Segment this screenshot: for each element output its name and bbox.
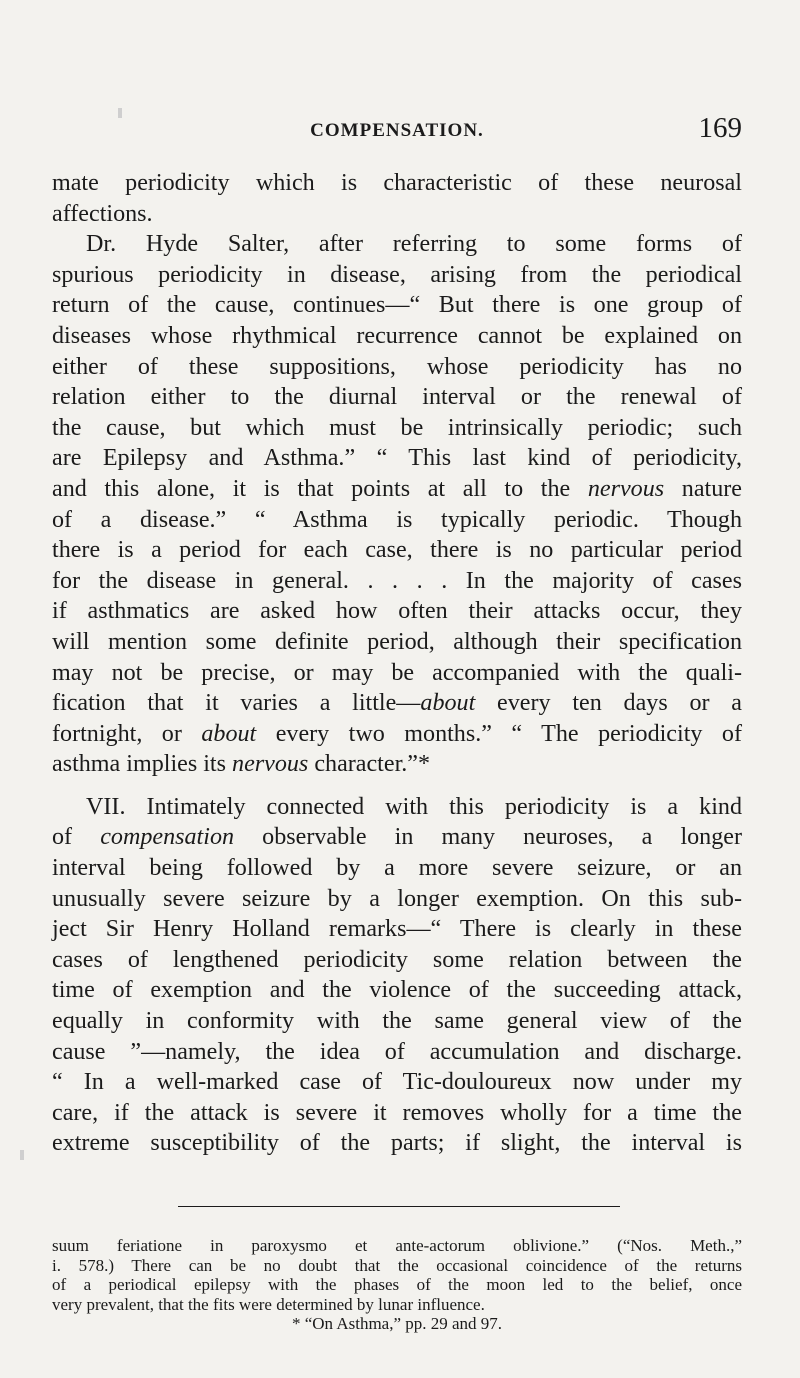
- text-line: if asthmatics are asked how often their attacks occur, they: [52, 598, 742, 625]
- text-line: Dr. Hyde Salter, after referring to some forms of: [86, 231, 742, 258]
- footnote-asterisk-note: * “On Asthma,” pp. 29 and 97.: [291, 1314, 503, 1333]
- text-line: return of the cause, continues—“ But there is one group of: [52, 292, 742, 319]
- text-line: will mention some definite period, although their specification: [52, 628, 742, 655]
- text-line: VII. Intimately connected with this periodicity is a kind: [86, 793, 742, 820]
- text-line: of compensation observable in many neuroses, a longer: [52, 824, 742, 851]
- text-line: care, if the attack is severe it removes wholly for a time the: [52, 1099, 742, 1126]
- text-line: the cause, but which must be intrinsically periodic; such: [52, 414, 742, 441]
- running-head: COMPENSATION.: [310, 120, 484, 141]
- body-text: [52, 168, 742, 1159]
- text-line: interval being followed by a more severe seizure, or an: [52, 855, 742, 882]
- text-line: either of these suppositions, whose periodicity has no: [52, 353, 742, 380]
- text-line: there is a period for each case, there is no particular period: [52, 537, 742, 564]
- text-line: diseases whose rhythmical recurrence cannot be explained on: [52, 322, 742, 349]
- text-line: relation either to the diurnal interval or the renewal of: [52, 384, 742, 411]
- text-line: mate periodicity which is characteristic of these neurosal: [52, 170, 742, 196]
- text-line: cause ”—namely, the idea of accumulation and discharge.: [52, 1038, 742, 1065]
- footnote-line: very prevalent, that the fits were determined by lunar influence.: [52, 1294, 485, 1314]
- text-line: time of exemption and the violence of the succeeding attack,: [52, 977, 742, 1004]
- text-line: spurious periodicity in disease, arising from the periodical: [52, 261, 742, 288]
- footnote-rule: [178, 1206, 620, 1207]
- footnote-line: suum feriatione in paroxysmo et ante-actorum oblivione.” (“Nos. Meth.,”: [52, 1236, 742, 1255]
- footnotes: [52, 1236, 742, 1334]
- text-line: extreme susceptibility of the parts; if slight, the interval is: [52, 1130, 742, 1157]
- text-line: are Epilepsy and Asthma.” “ This last kind of periodicity,: [52, 445, 742, 472]
- text-line: “ In a well-marked case of Tic-douloureux now under my: [52, 1069, 742, 1096]
- text-line: cases of lengthened periodicity some relation between the: [52, 946, 742, 973]
- text-line: asthma implies its nervous character.”*: [52, 751, 431, 778]
- text-line: ject Sir Henry Holland remarks—“ There is clearly in these: [52, 916, 742, 943]
- scan-speck: [20, 1150, 24, 1160]
- page-number: 169: [698, 112, 742, 144]
- footnote-line: of a periodical epilepsy with the phases of the moon led to the belief, once: [52, 1275, 742, 1294]
- footnote-line: i. 578.) There can be no doubt that the occasional coincidence of the returns: [52, 1255, 742, 1275]
- page-header: [52, 112, 742, 152]
- text-line: fortnight, or about every two months.” “ The periodicity of: [52, 720, 742, 747]
- text-line: fication that it varies a little—about every ten days or a: [52, 690, 742, 717]
- text-line: of a disease.” “ Asthma is typically periodic. Though: [52, 506, 742, 533]
- text-line: may not be precise, or may be accompanied with the quali-: [52, 659, 742, 686]
- text-line: and this alone, it is that points at all to the nervous nature: [52, 475, 742, 502]
- text-line: equally in conformity with the same general view of the: [52, 1008, 742, 1035]
- text-line: for the disease in general. . . . . In the majority of cases: [52, 567, 742, 594]
- text-line: affections.: [52, 200, 153, 227]
- text-line: unusually severe seizure by a longer exemption. On this sub-: [52, 885, 742, 912]
- scan-speck: [118, 108, 122, 118]
